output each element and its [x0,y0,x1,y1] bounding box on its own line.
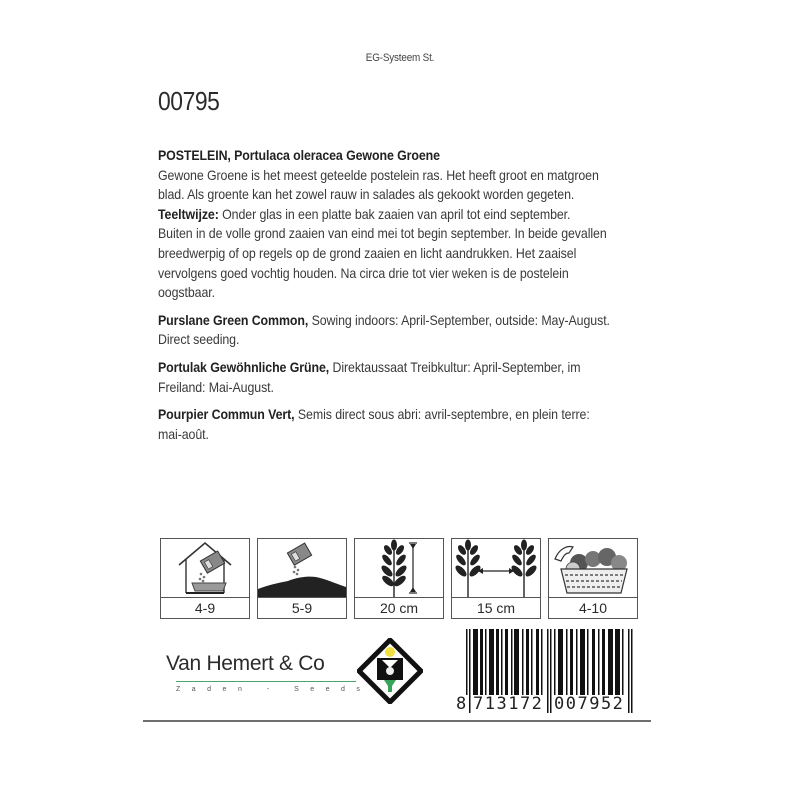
outdoor-sowing-icon [258,539,346,598]
german-name: Portulak Gewöhnliche Grüne, [158,358,330,375]
german-text: Direktaussaat Treibkultur: April-September, im [329,358,581,375]
brand-tagline: Zaden - Seeds [176,686,372,693]
bottom-divider [143,720,651,722]
company-logo-icon [357,638,423,704]
plant-height-value: 20 cm [379,600,419,616]
barcode-right-group: 007952 [554,694,625,714]
english-name: Purslane Green Common, [158,311,309,328]
article-number: 00795 [158,86,220,116]
greenhouse-sowing-icon [161,539,249,598]
dutch-title: POSTELEIN, Portulaca oleracea Gewone Groene [158,147,440,163]
method-line: Buiten in de volle grond zaaien van eind mei tot begin september. In beide gevallen [158,225,607,242]
method-line: breedwerpig of op regels op de grond zaaien en licht aandrukken. Het zaaisel [158,244,577,261]
brand-name: Van Hemert & Co [166,652,325,675]
method-text: Onder glas in een platte bak zaaien van april tot eind september. [218,205,571,222]
german-text: Freiland: Mai-August. [158,378,274,395]
english-description [158,311,636,350]
system-label: EG-Systeem St. [365,52,435,64]
plant-spacing-box [451,538,541,619]
barcode-first-digit: 8 [456,694,468,714]
sowing-outdoor-box [257,538,347,619]
description-block [158,146,636,452]
french-text: mai-août. [158,425,209,442]
barcode [456,629,646,715]
method-line: vervolgens goed vochtig houden. Na circa drie tot vier weken is de postelein [158,264,569,281]
sowing-outdoor-months: 5-9 [291,600,313,616]
dutch-line: Gewone Groene is het meest geteelde postelein ras. Het heeft groot en matgroen [158,166,599,183]
harvest-basket-icon [549,539,637,598]
french-text: Semis direct sous abri: avril-septembre, en plein terre: [294,406,590,423]
sowing-indoor-box [160,538,250,619]
dutch-description [158,146,636,303]
method-line: oogstbaar. [158,284,215,301]
barcode-left-group: 713172 [473,694,544,714]
english-text: Sowing indoors: April-September, outside: May-August. [308,311,610,328]
method-label: Teeltwijze: [158,205,219,222]
sowing-indoor-months: 4-9 [194,600,216,616]
plant-spacing-value: 15 cm [476,600,516,616]
brand-divider [176,681,356,682]
plant-height-box [354,538,444,619]
german-description [158,358,636,397]
plant-height-icon [355,539,443,598]
harvest-box [548,538,638,619]
dutch-line: blad. Als groente kan het zowel rauw in salades als gekookt worden gegeten. [158,186,575,203]
harvest-months: 4-10 [578,600,608,616]
english-text: Direct seeding. [158,331,240,348]
french-description [158,405,636,444]
plant-spacing-icon [452,539,540,598]
french-name: Pourpier Commun Vert, [158,406,295,423]
